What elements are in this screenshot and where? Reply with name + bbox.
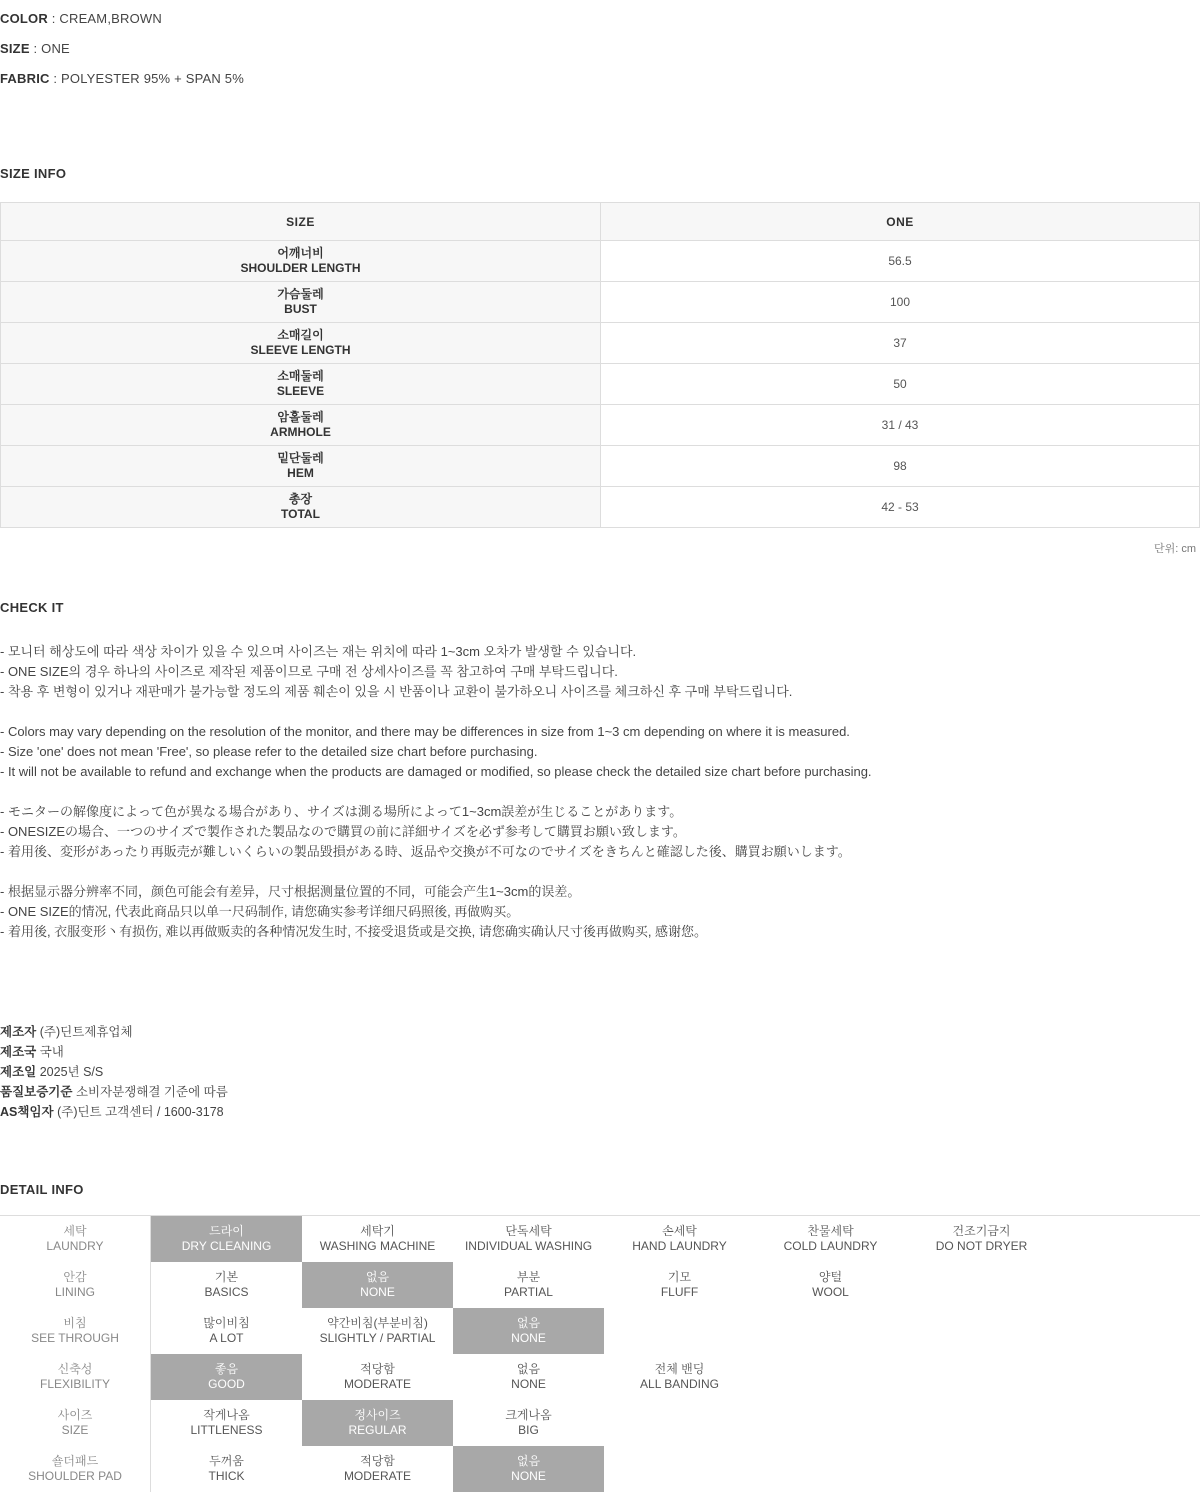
detail-category-laundry <box>0 1216 151 1262</box>
manufacturer-info <box>0 1022 1200 1122</box>
detail-category-ko: 숄더패드 <box>51 1454 99 1468</box>
detail-option-washing-machine[interactable] <box>302 1216 453 1262</box>
table-row <box>1 446 1200 487</box>
check-it-title: CHECK IT <box>0 600 64 615</box>
detail-option-none[interactable] <box>453 1446 604 1492</box>
manufacturer-label: 제조국 <box>0 1045 37 1059</box>
note-line: - ONESIZEの場合、一つのサイズで製作された製品なので購買の前に詳細サイズを必ず参考して購買お願い致します。 <box>0 824 686 839</box>
detail-option-ko: 전체 밴딩 <box>654 1362 705 1376</box>
detail-option-en: COLD LAUNDRY <box>783 1239 878 1253</box>
meta-label-fabric: FABRIC <box>0 71 50 86</box>
detail-option-en: INDIVIDUAL WASHING <box>464 1239 593 1253</box>
detail-option-littleness[interactable] <box>151 1400 302 1446</box>
manufacturer-value: 2025년 S/S <box>39 1065 104 1079</box>
detail-option-en: WOOL <box>812 1285 849 1299</box>
detail-option-en: GOOD <box>208 1377 245 1391</box>
table-row <box>1 487 1200 528</box>
note-line: - ONE SIZE的情况, 代表此商品只以单一尺码制作, 请您确实参考详细尺码照後, 再做购买。 <box>0 904 520 919</box>
row-label-ko: 총장 <box>288 492 313 506</box>
row-label-en: BUST <box>284 302 317 316</box>
detail-option-empty <box>906 1446 1057 1492</box>
detail-option-ko: 찬물세탁 <box>807 1224 854 1238</box>
table-row <box>1 241 1200 282</box>
manufacturer-row <box>0 1022 1200 1042</box>
detail-category-en: FLEXIBILITY <box>39 1377 111 1391</box>
note-line: - Colors may vary depending on the resolution of the monitor, and there may be differences in size from 1~3 cm depending on where it is measured. <box>0 724 850 739</box>
manufacturer-value: 국내 <box>39 1045 64 1059</box>
detail-row-see-through <box>0 1308 1200 1354</box>
detail-option-basics[interactable] <box>151 1262 302 1308</box>
detail-option-empty <box>604 1446 755 1492</box>
detail-option-ko: 많이비침 <box>203 1316 250 1330</box>
row-label-hem <box>1 446 601 487</box>
detail-option-regular[interactable] <box>302 1400 453 1446</box>
detail-option-fluff[interactable] <box>604 1262 755 1308</box>
detail-option-cold-laundry[interactable] <box>755 1216 906 1262</box>
detail-option-slightly-partial[interactable] <box>302 1308 453 1354</box>
manufacturer-row <box>0 1042 1200 1062</box>
detail-option-ko: 두꺼움 <box>209 1454 244 1468</box>
row-label-ko: 암홀둘레 <box>277 410 324 424</box>
detail-option-ko: 기본 <box>214 1270 239 1284</box>
detail-option-en: NONE <box>360 1285 395 1299</box>
table-row <box>1 282 1200 323</box>
detail-option-ko: 양털 <box>818 1270 843 1284</box>
product-meta <box>0 0 1200 94</box>
detail-row-laundry <box>0 1216 1200 1262</box>
meta-value-size: : ONE <box>33 41 70 56</box>
detail-row-flexibility <box>0 1354 1200 1400</box>
note-line: - Size 'one' does not mean 'Free', so please refer to the detailed size chart before purchasing. <box>0 744 538 759</box>
manufacturer-value: (주)딘트제휴업체 <box>39 1025 133 1039</box>
note-spacer <box>0 702 1200 722</box>
detail-category-ko: 비침 <box>63 1316 87 1330</box>
detail-option-empty <box>604 1400 755 1446</box>
detail-category-ko: 신축성 <box>57 1362 93 1376</box>
detail-category-ko: 안감 <box>63 1270 87 1284</box>
note-line: - 着用後, 衣服变形丶有损伤, 难以再做贩卖的各种情况发生时, 不接受退货或是交换, 请您确实确认尺寸後再做购买, 感谢您。 <box>0 924 708 939</box>
note-line: - 根据显示器分辨率不同，颜色可能会有差异，尺寸根据测量位置的不同，可能会产生1~3cm的误差。 <box>0 884 581 899</box>
meta-label-size: SIZE <box>0 41 30 56</box>
detail-info-grid <box>0 1215 1200 1492</box>
meta-row-size <box>0 34 1200 64</box>
detail-option-partial[interactable] <box>453 1262 604 1308</box>
row-value-sleeve: 50 <box>601 364 1200 405</box>
detail-option-ko: 건조기금지 <box>952 1224 1011 1238</box>
detail-option-empty <box>755 1308 906 1354</box>
note-spacer <box>0 862 1200 882</box>
row-value-bust: 100 <box>601 282 1200 323</box>
table-row <box>1 364 1200 405</box>
detail-category-flexibility <box>0 1354 151 1400</box>
detail-option-ko: 좋음 <box>214 1362 239 1376</box>
detail-option-do-not-dryer[interactable] <box>906 1216 1057 1262</box>
detail-option-en: MODERATE <box>343 1377 412 1391</box>
meta-row-fabric <box>0 64 1200 94</box>
row-label-en: HEM <box>287 466 314 480</box>
detail-option-ko: 크게나옴 <box>505 1408 552 1422</box>
detail-option-ko: 약간비침(부분비침) <box>327 1316 428 1330</box>
detail-option-none[interactable] <box>453 1308 604 1354</box>
meta-label-color: COLOR <box>0 11 48 26</box>
detail-option-a-lot[interactable] <box>151 1308 302 1354</box>
row-label-ko: 소매길이 <box>277 328 324 342</box>
detail-option-en: NONE <box>511 1377 546 1391</box>
note-line: - It will not be available to refund and exchange when the products are damaged or modified, so please check the detailed size chart before purchasing. <box>0 764 872 779</box>
row-value-armhole: 31 / 43 <box>601 405 1200 446</box>
size-info-table <box>0 202 1200 528</box>
detail-row-lining <box>0 1262 1200 1308</box>
table-row <box>1 405 1200 446</box>
detail-option-en: WASHING MACHINE <box>319 1239 436 1253</box>
note-line: - 着用後、変形があったり再販売が難しいくらいの製品毀損がある時、返品や交換が不可なのでサイズをきちんと確認した後、購買お願いします。 <box>0 844 851 859</box>
row-label-armhole <box>1 405 601 446</box>
detail-category-lining <box>0 1262 151 1308</box>
row-label-ko: 가슴둘레 <box>277 287 324 301</box>
row-value-total: 42 - 53 <box>601 487 1200 528</box>
detail-category-ko: 사이즈 <box>57 1408 93 1422</box>
row-value-shoulder-length: 56.5 <box>601 241 1200 282</box>
row-label-shoulder-length <box>1 241 601 282</box>
table-header-size: SIZE <box>1 203 601 241</box>
detail-category-en: SIZE <box>61 1423 89 1437</box>
detail-category-en: LAUNDRY <box>46 1239 104 1253</box>
detail-option-ko: 없음 <box>516 1454 541 1468</box>
detail-option-en: LITTLENESS <box>190 1423 263 1437</box>
detail-option-ko: 단독세탁 <box>505 1224 552 1238</box>
manufacturer-label: 제조일 <box>0 1065 37 1079</box>
meta-row-color <box>0 4 1200 34</box>
detail-option-en: NONE <box>511 1469 546 1483</box>
row-label-en: ARMHOLE <box>270 425 331 439</box>
detail-option-empty <box>604 1308 755 1354</box>
detail-option-en: A LOT <box>209 1331 244 1345</box>
detail-option-en: DRY CLEANING <box>181 1239 272 1253</box>
detail-option-ko: 적당함 <box>360 1454 395 1468</box>
note-line: - 착용 후 변형이 있거나 재판매가 불가능할 정도의 제품 훼손이 있을 시 반품이나 교환이 불가하오니 사이즈를 체크하신 후 구매 부탁드립니다. <box>0 684 793 699</box>
row-label-sleeve-length <box>1 323 601 364</box>
detail-option-empty <box>755 1400 906 1446</box>
detail-option-none[interactable] <box>302 1262 453 1308</box>
table-row <box>1 323 1200 364</box>
detail-option-empty <box>906 1354 1057 1400</box>
manufacturer-label: AS책임자 <box>0 1105 54 1119</box>
detail-category-en: SHOULDER PAD <box>28 1469 122 1483</box>
meta-value-color: : CREAM,BROWN <box>51 11 162 26</box>
detail-option-ko: 부분 <box>516 1270 541 1284</box>
detail-row-shoulder-pad <box>0 1446 1200 1492</box>
detail-category-size <box>0 1400 151 1446</box>
row-label-en: TOTAL <box>281 507 320 521</box>
detail-category-ko: 세탁 <box>63 1224 87 1238</box>
detail-option-en: REGULAR <box>348 1423 407 1437</box>
detail-option-en: NONE <box>511 1331 546 1345</box>
manufacturer-value: (주)딘트 고객센터 / 1600-3178 <box>57 1105 224 1119</box>
check-it-notes <box>0 642 1200 942</box>
detail-option-en: PARTIAL <box>504 1285 553 1299</box>
detail-option-ko: 손세탁 <box>662 1224 697 1238</box>
detail-option-ko: 드라이 <box>209 1224 244 1238</box>
detail-option-good[interactable] <box>151 1354 302 1400</box>
manufacturer-label: 제조자 <box>0 1025 37 1039</box>
detail-option-ko: 없음 <box>516 1362 541 1376</box>
detail-option-moderate[interactable] <box>302 1446 453 1492</box>
detail-option-en: MODERATE <box>343 1469 412 1483</box>
detail-option-thick[interactable] <box>151 1446 302 1492</box>
row-label-en: SHOULDER LENGTH <box>240 261 361 275</box>
row-label-ko: 소매둘레 <box>277 369 324 383</box>
row-label-ko: 밑단둘레 <box>277 451 324 465</box>
detail-option-empty <box>755 1354 906 1400</box>
detail-option-ko: 적당함 <box>360 1362 395 1376</box>
row-label-en: SLEEVE LENGTH <box>250 343 351 357</box>
detail-option-moderate[interactable] <box>302 1354 453 1400</box>
detail-option-ko: 작게나옴 <box>203 1408 250 1422</box>
detail-option-en: FLUFF <box>660 1285 699 1299</box>
row-label-sleeve <box>1 364 601 405</box>
detail-option-empty <box>906 1400 1057 1446</box>
detail-option-dry-cleaning[interactable] <box>151 1216 302 1262</box>
size-unit-note: 단위: cm <box>1153 543 1196 555</box>
detail-option-empty <box>906 1308 1057 1354</box>
note-spacer <box>0 782 1200 802</box>
manufacturer-row <box>0 1102 1200 1122</box>
detail-option-ko: 기모 <box>667 1270 692 1284</box>
row-label-ko: 어깨너비 <box>277 246 324 260</box>
row-label-en: SLEEVE <box>276 384 325 398</box>
manufacturer-label: 품질보증기준 <box>0 1085 73 1099</box>
detail-option-en: BASICS <box>204 1285 249 1299</box>
detail-option-ko: 정사이즈 <box>354 1408 401 1422</box>
detail-option-ko: 세탁기 <box>360 1224 395 1238</box>
detail-option-en: THICK <box>208 1469 245 1483</box>
table-header-row <box>1 203 1200 241</box>
detail-option-wool[interactable] <box>755 1262 906 1308</box>
row-label-bust <box>1 282 601 323</box>
note-line: - 모니터 해상도에 따라 색상 차이가 있을 수 있으며 사이즈는 재는 위치에 따라 1~3cm 오차가 발생할 수 있습니다. <box>0 644 637 659</box>
manufacturer-value: 소비자분쟁해결 기준에 따름 <box>75 1085 228 1099</box>
row-value-sleeve-length: 37 <box>601 323 1200 364</box>
detail-option-en: DO NOT DRYER <box>935 1239 1028 1253</box>
row-label-total <box>1 487 601 528</box>
detail-category-en: LINING <box>54 1285 95 1299</box>
size-info-title: SIZE INFO <box>0 166 67 181</box>
manufacturer-row <box>0 1082 1200 1102</box>
detail-category-en: SEE THROUGH <box>31 1331 119 1345</box>
detail-option-en: ALL BANDING <box>640 1377 719 1391</box>
meta-value-fabric: : POLYESTER 95% + SPAN 5% <box>53 71 244 86</box>
detail-option-ko: 없음 <box>365 1270 390 1284</box>
detail-option-individual-washing[interactable] <box>453 1216 604 1262</box>
detail-category-shoulder-pad <box>0 1446 151 1492</box>
note-line: - ONE SIZE의 경우 하나의 사이즈로 제작된 제품이므로 구매 전 상세사이즈를 꼭 참고하여 구매 부탁드립니다. <box>0 664 618 679</box>
detail-option-en: BIG <box>518 1423 539 1437</box>
detail-option-en: HAND LAUNDRY <box>632 1239 727 1253</box>
row-value-hem: 98 <box>601 446 1200 487</box>
detail-option-en: SLIGHTLY / PARTIAL <box>319 1331 436 1345</box>
detail-option-ko: 없음 <box>516 1316 541 1330</box>
detail-option-empty <box>755 1446 906 1492</box>
detail-info-title: DETAIL INFO <box>0 1182 84 1197</box>
detail-option-big[interactable] <box>453 1400 604 1446</box>
detail-row-size <box>0 1400 1200 1446</box>
detail-category-see-through <box>0 1308 151 1354</box>
note-line: - モニターの解像度によって色が異なる場合があり、サイズは測る場所によって1~3cm誤差が生じることがあります。 <box>0 804 683 819</box>
table-header-one: ONE <box>601 203 1200 241</box>
detail-option-empty <box>906 1262 1057 1308</box>
detail-option-none[interactable] <box>453 1354 604 1400</box>
detail-option-all-banding[interactable] <box>604 1354 755 1400</box>
detail-option-hand-laundry[interactable] <box>604 1216 755 1262</box>
manufacturer-row <box>0 1062 1200 1082</box>
